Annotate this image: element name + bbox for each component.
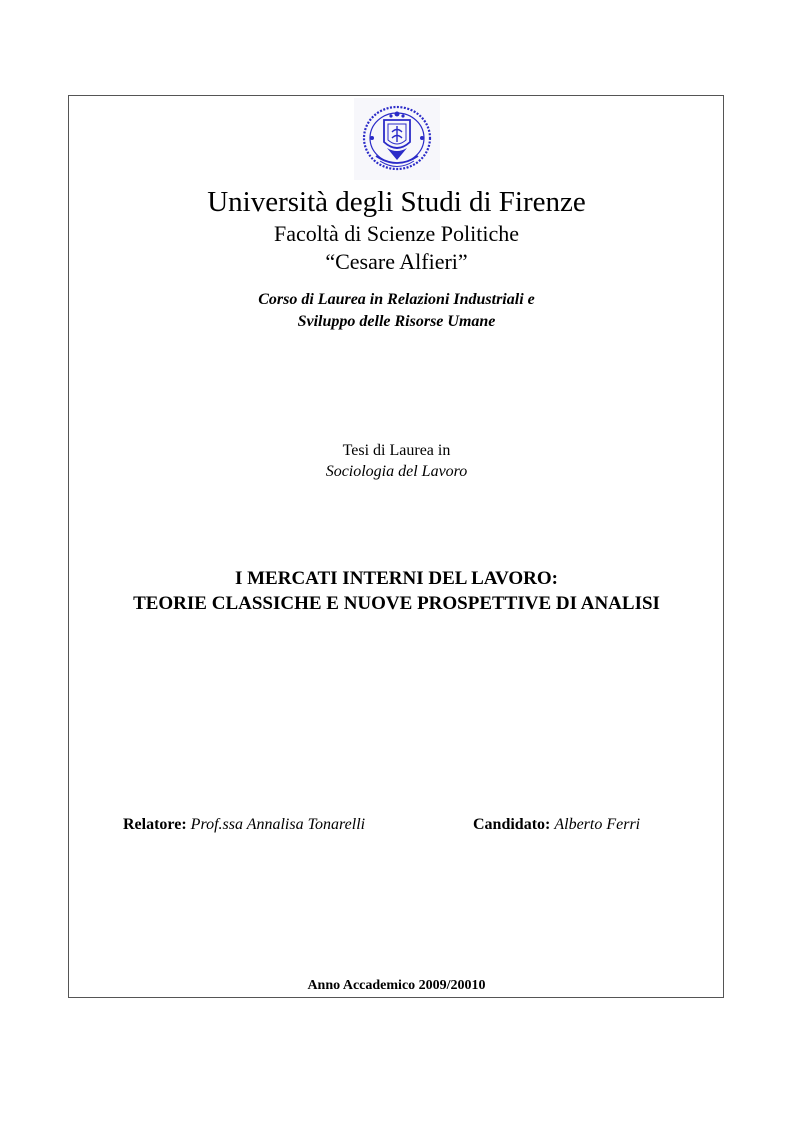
- course-line-2: Sviluppo delle Risorse Umane: [297, 313, 496, 330]
- supervisor-name: Prof.ssa Annalisa Tonarelli: [190, 816, 366, 833]
- thesis-subject: Sociologia del Lavoro: [325, 463, 468, 480]
- candidate-name: Alberto Ferri: [554, 816, 641, 833]
- thesis-label: Tesi di Laurea in: [342, 442, 451, 459]
- supervisor-label: Relatore:: [123, 816, 187, 833]
- academic-year: Anno Accademico 2009/20010: [307, 978, 486, 993]
- course-line-1: Corso di Laurea in Relazioni Industriali e: [258, 291, 535, 308]
- candidate: [473, 814, 640, 836]
- faculty-name: Facoltà di Scienze Politiche: [274, 221, 519, 246]
- candidate-label: Candidato:: [473, 816, 551, 833]
- supervisor: [123, 814, 365, 836]
- faculty-dedication: “Cesare Alfieri”: [325, 249, 468, 274]
- thesis-title-line-1: I MERCATI INTERNI DEL LAVORO:: [234, 568, 559, 589]
- seal-graphic: [354, 98, 440, 180]
- university-name: Università degli Studi di Firenze: [207, 186, 586, 218]
- university-seal-icon: [354, 98, 440, 180]
- thesis-title-line-2: TEORIE CLASSICHE E NUOVE PROSPETTIVE DI ANALISI: [133, 593, 660, 614]
